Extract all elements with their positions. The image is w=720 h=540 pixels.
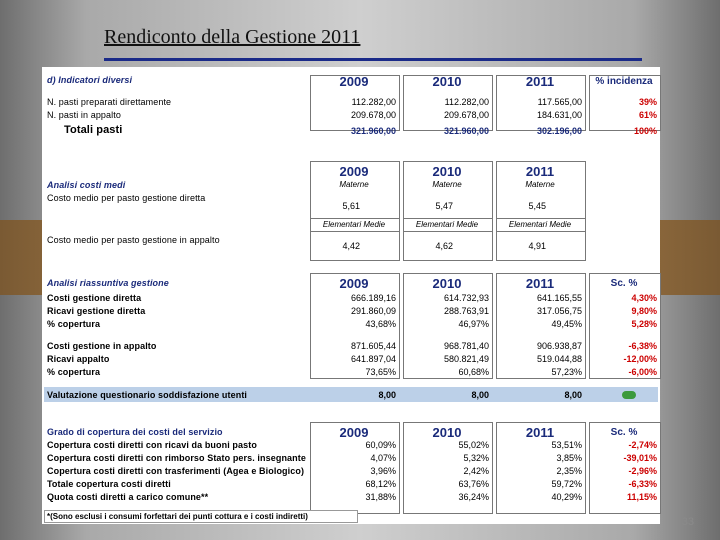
s3-sc: 5,28%	[631, 319, 657, 329]
s3-value: 60,68%	[458, 367, 489, 377]
s1-total-label: Totali pasti	[64, 124, 123, 136]
survey-label: Valutazione questionario soddisfazione utenti	[47, 390, 248, 400]
s4-value: 59,72%	[551, 479, 582, 489]
s2-year-2009: 2009	[339, 164, 369, 179]
s3-row-label: Ricavi appalto	[47, 354, 110, 364]
s3-value: 906.938,87	[536, 341, 582, 351]
s3-row-label: Ricavi gestione diretta	[47, 306, 146, 316]
s4-row-label: Quota costi diretti a carico comune**	[47, 492, 209, 502]
s2-value: 5,47	[435, 201, 453, 211]
status-indicator-icon	[622, 391, 636, 399]
s4-year-2009: 2009	[339, 425, 369, 440]
survey-value: 8,00	[378, 390, 396, 400]
s2-sub-label: Elementari Medie	[508, 220, 572, 229]
s4-value: 63,76%	[458, 479, 489, 489]
s4-value: 60,09%	[365, 440, 396, 450]
s4-value: 31,88%	[365, 492, 396, 502]
s2-value: 4,42	[342, 241, 360, 251]
s3-sc: 4,30%	[631, 293, 657, 303]
s3-value: 666.189,16	[350, 293, 396, 303]
s2-sub-label: Materne	[339, 180, 369, 189]
s2-year-2010: 2010	[432, 164, 462, 179]
s4-row-label: Copertura costi diretti con trasferimenti (Agea e Biologico)	[47, 466, 305, 476]
s1-value: 209.678,00	[443, 110, 489, 120]
s3-value: 641.165,55	[536, 293, 582, 303]
s4-value: 3,85%	[556, 453, 582, 463]
s4-value: 2,42%	[463, 466, 489, 476]
s1-year-2011: 2011	[525, 74, 555, 89]
s4-year-2010: 2010	[432, 425, 462, 440]
s4-year-2011: 2011	[525, 425, 555, 440]
s4-sc: -6,33%	[628, 479, 657, 489]
s3-value: 49,45%	[551, 319, 582, 329]
s3-value: 968.781,40	[443, 341, 489, 351]
s4-value: 55,02%	[458, 440, 489, 450]
s1-total-value: 321.960,00	[350, 126, 396, 136]
s2-row2-label: Costo medio per pasto gestione in appalto	[47, 235, 220, 245]
s3-row-label: % copertura	[47, 319, 101, 329]
s3-value: 43,68%	[365, 319, 396, 329]
s4-row-label: Copertura costi diretti con ricavi da buoni pasto	[47, 440, 257, 450]
spreadsheet	[42, 67, 660, 524]
s3-year-2010: 2010	[432, 276, 462, 291]
s2-sub-label: Elementari Medie	[322, 220, 386, 229]
s1-heading: d) Indicatori diversi	[47, 75, 133, 85]
s4-value: 4,07%	[370, 453, 396, 463]
s1-value: 117.565,00	[537, 97, 582, 107]
page-number: 33	[681, 516, 694, 528]
s1-total-value: 302.196,00	[536, 126, 582, 136]
s1-value: 184.631,00	[536, 110, 582, 120]
s1-row-label: N. pasti in appalto	[47, 110, 121, 120]
s2-value: 5,45	[528, 201, 546, 211]
s4-sc: -39,01%	[623, 453, 657, 463]
s1-value: 112.282,00	[444, 97, 489, 107]
s1-value: 209.678,00	[350, 110, 396, 120]
s4-label-clip	[47, 440, 311, 452]
title-rule	[104, 58, 642, 61]
s1-pct-header: % incidenza	[595, 76, 653, 87]
s1-year-2010: 2010	[432, 74, 462, 89]
s3-value: 46,97%	[458, 319, 489, 329]
s4-row-label: Totale copertura costi diretti	[47, 479, 171, 489]
s3-heading: Analisi riassuntiva gestione	[47, 278, 169, 288]
s3-value: 519.044,88	[536, 354, 582, 364]
s3-sc: -12,00%	[623, 354, 657, 364]
s3-sc: -6,38%	[628, 341, 657, 351]
s2-year-2011: 2011	[525, 164, 555, 179]
s4-row-label: Copertura costi diretti con rimborso Stato pers. insegnante	[47, 453, 306, 463]
s1-year-2009: 2009	[339, 74, 369, 89]
s4-value: 3,96%	[370, 466, 396, 476]
s2-value: 4,62	[435, 241, 453, 251]
s1-pct: 39%	[638, 97, 657, 107]
s3-value: 288.763,91	[443, 306, 489, 316]
s2-row1-label: Costo medio per pasto gestione diretta	[47, 193, 206, 203]
s4-label-clip	[47, 466, 311, 478]
s1-total-value: 321.960,00	[443, 126, 489, 136]
s3-value: 73,65%	[365, 367, 396, 377]
s3-value: 641.897,04	[350, 354, 396, 364]
s3-row-label: Costi gestione diretta	[47, 293, 142, 303]
s3-value: 614.732,93	[443, 293, 489, 303]
s3-year-2009: 2009	[339, 276, 369, 291]
s1-value: 112.282,00	[351, 97, 396, 107]
s2-sub-label: Materne	[525, 180, 555, 189]
survey-value: 8,00	[471, 390, 489, 400]
s2-value: 5,61	[342, 201, 360, 211]
survey-value: 8,00	[564, 390, 582, 400]
s3-value: 57,23%	[551, 367, 582, 377]
s4-sc: 11,15%	[626, 492, 657, 502]
s4-label-clip	[47, 453, 311, 465]
s1-pct: 61%	[638, 110, 657, 120]
s3-year-2011: 2011	[525, 276, 555, 291]
s1-row-label: N. pasti preparati direttamente	[47, 97, 172, 107]
s3-row-label: Costi gestione in appalto	[47, 341, 157, 351]
s1-total-pct: 100%	[633, 126, 657, 136]
s3-sc-header: Sc. %	[610, 278, 638, 289]
s4-value: 2,35%	[556, 466, 582, 476]
s4-sc-header: Sc. %	[610, 427, 638, 438]
s3-row-label: % copertura	[47, 367, 101, 377]
s2-value: 4,91	[528, 241, 546, 251]
s3-sc: 9,80%	[631, 306, 657, 316]
s3-value: 580.821,49	[443, 354, 489, 364]
s2-heading: Analisi costi medi	[47, 180, 126, 190]
s4-value: 40,29%	[551, 492, 582, 502]
slide-title: Rendiconto della Gestione 2011	[104, 26, 361, 48]
s3-sc: -6,00%	[628, 367, 657, 377]
s4-value: 5,32%	[463, 453, 489, 463]
s4-value: 68,12%	[365, 479, 396, 489]
s4-value: 53,51%	[551, 440, 582, 450]
s4-sc: -2,74%	[628, 440, 657, 450]
s3-value: 291.860,09	[350, 306, 396, 316]
s2-sub-label: Elementari Medie	[415, 220, 479, 229]
s4-sc: -2,96%	[628, 466, 657, 476]
s4-value: 36,24%	[458, 492, 489, 502]
footnote: *(Sono esclusi i consumi forfettari dei punti cottura e i costi indiretti)	[47, 512, 308, 521]
s4-heading: Grado di copertura dei costi del servizio	[47, 427, 223, 437]
s3-value: 317.056,75	[536, 306, 582, 316]
s3-value: 871.605,44	[350, 341, 396, 351]
s2-sub-label: Materne	[432, 180, 462, 189]
